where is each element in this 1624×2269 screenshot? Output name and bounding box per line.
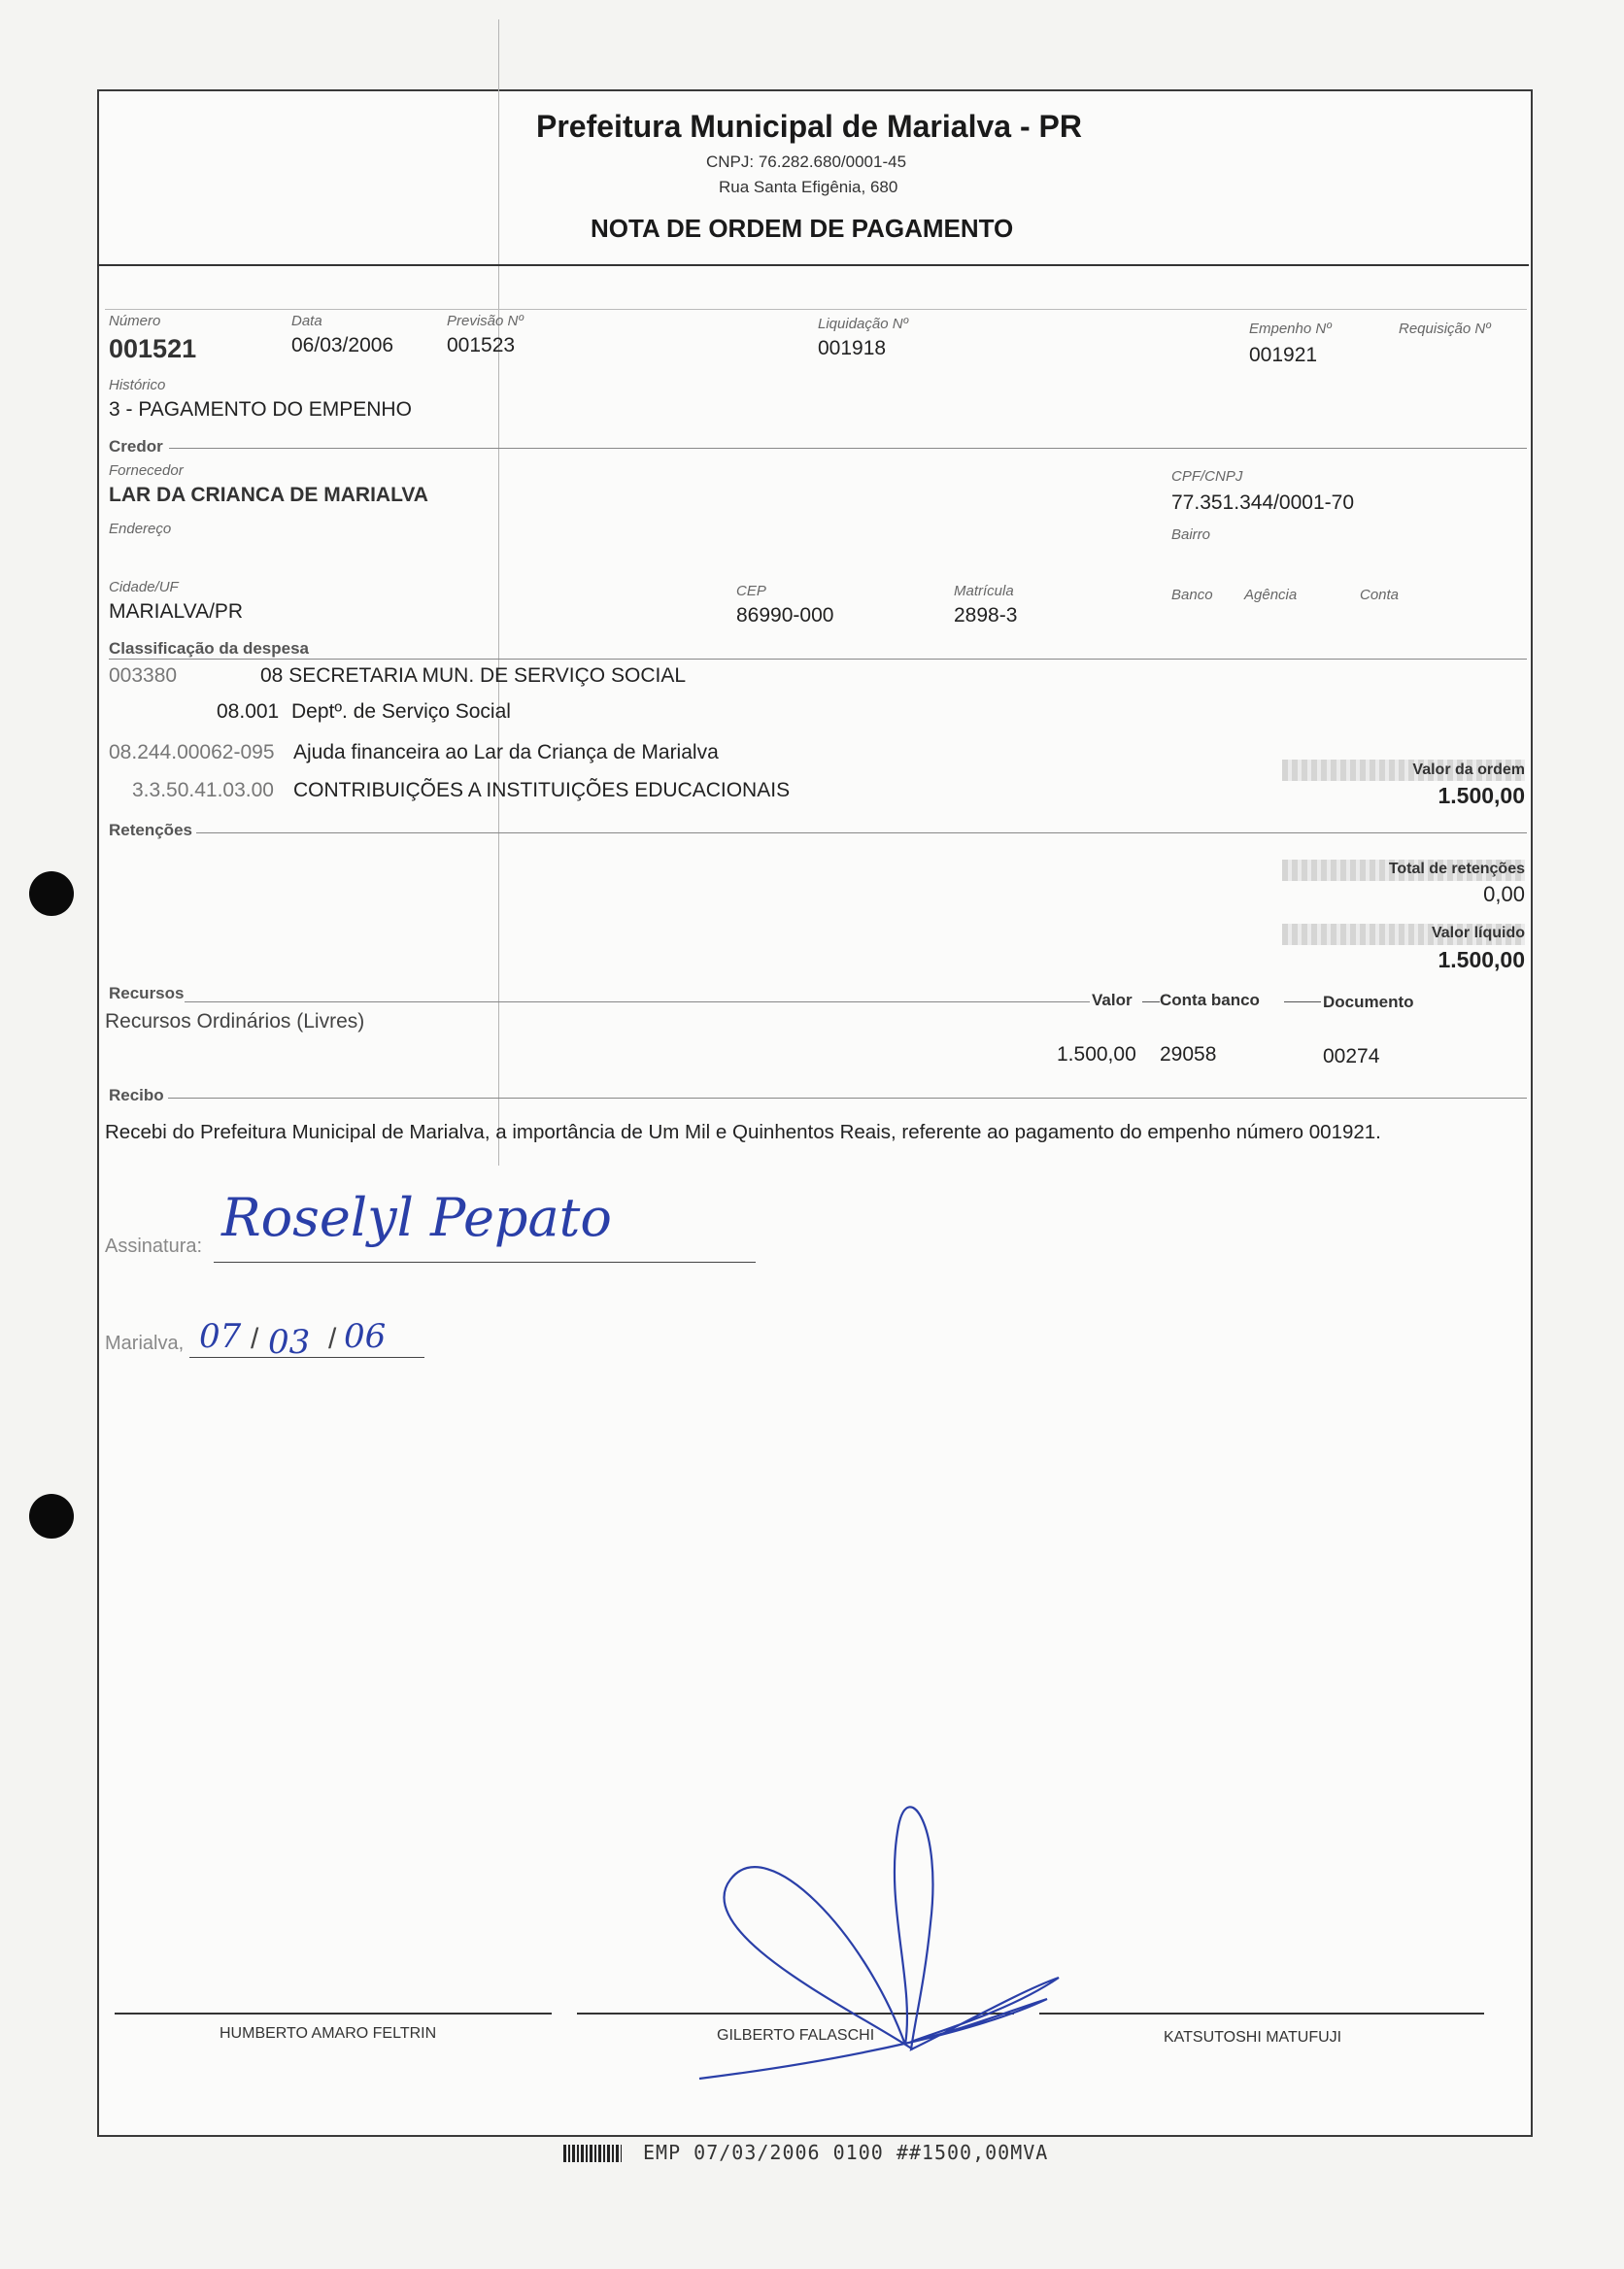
- recursos-col-sep: [1142, 1001, 1160, 1002]
- recursos-col-valor: Valor: [1092, 991, 1133, 1009]
- address-line: Rua Santa Efigênia, 680: [719, 178, 898, 196]
- previsao-value: 001523: [447, 334, 516, 356]
- recursos-col-documento: Documento: [1323, 993, 1414, 1011]
- recursos-fonte: Recursos Ordinários (Livres): [105, 1010, 365, 1033]
- retencoes-line: [109, 832, 1527, 833]
- numero-value: 001521: [109, 334, 197, 363]
- document-title: NOTA DE ORDEM DE PAGAMENTO: [591, 214, 1014, 243]
- liquidacao-label: Liquidação Nº: [818, 316, 909, 332]
- matricula-value: 2898-3: [954, 604, 1018, 627]
- retencoes-heading: Retenções: [109, 821, 196, 840]
- classificacao-text: 08 SECRETARIA MUN. DE SERVIÇO SOCIAL: [260, 664, 687, 687]
- signature-line: [115, 2013, 552, 2015]
- cidade-label: Cidade/UF: [109, 579, 179, 595]
- numero-label: Número: [109, 313, 161, 329]
- classificacao-text: Ajuda financeira ao Lar da Criança de Marialva: [293, 741, 719, 763]
- date-day: 07: [199, 1317, 242, 1356]
- recibo-heading: Recibo: [109, 1086, 168, 1105]
- local-label: Marialva,: [105, 1333, 185, 1354]
- endereco-label: Endereço: [109, 521, 172, 537]
- empenho-label: Empenho Nº: [1249, 321, 1332, 337]
- classificacao-text: Deptº. de Serviço Social: [291, 700, 511, 723]
- fornecedor-value: LAR DA CRIANCA DE MARIALVA: [109, 484, 428, 506]
- liquidacao-value: 001918: [818, 337, 887, 359]
- recursos-col-sep: [1284, 1001, 1321, 1002]
- classificacao-heading: Classificação da despesa: [109, 639, 315, 659]
- scan-fold-line: [498, 19, 499, 1166]
- previsao-label: Previsão Nº: [447, 313, 524, 329]
- signatory-name: KATSUTOSHI MATUFUJI: [1164, 2029, 1342, 2046]
- bairro-label: Bairro: [1171, 526, 1211, 543]
- assinatura-label: Assinatura:: [105, 1236, 203, 1257]
- date-month: 03: [268, 1323, 311, 1362]
- date-line: [189, 1357, 424, 1358]
- recibo-line: [109, 1098, 1527, 1099]
- requisicao-label: Requisição Nº: [1399, 321, 1491, 337]
- cep-label: CEP: [736, 583, 766, 599]
- valor-liquido-value: 1.500,00: [1438, 947, 1525, 972]
- credor-line: [109, 448, 1527, 449]
- cidade-value: MARIALVA/PR: [109, 600, 244, 623]
- signatory-name: HUMBERTO AMARO FELTRIN: [220, 2025, 437, 2042]
- historico-label: Histórico: [109, 377, 166, 393]
- data-label: Data: [291, 313, 322, 329]
- date-slash-icon: /: [328, 1323, 337, 1355]
- agencia-label: Agência: [1244, 587, 1298, 603]
- valor-ordem-label: Valor da ordem: [1412, 762, 1525, 778]
- classificacao-code: 08.001: [217, 700, 280, 723]
- cep-value: 86990-000: [736, 604, 834, 627]
- recipient-signature: Roselyl Pepato: [221, 1187, 612, 1248]
- header-divider: [97, 264, 1529, 266]
- banco-label: Banco: [1171, 587, 1213, 603]
- recursos-line: [185, 1001, 1090, 1002]
- stamp-text: EMP 07/03/2006 0100 ##1500,00MVA: [643, 2141, 1049, 2164]
- recursos-valor: 1.500,00: [1057, 1043, 1136, 1066]
- historico-value: 3 - PAGAMENTO DO EMPENHO: [109, 398, 412, 421]
- valor-ordem-value: 1.500,00: [1438, 783, 1525, 808]
- municipality-title: Prefeitura Municipal de Marialva - PR: [536, 109, 1082, 144]
- classificacao-code: 08.244.00062-095: [109, 741, 275, 763]
- empenho-value: 001921: [1249, 344, 1318, 366]
- handwritten-signature: [660, 1787, 1088, 2098]
- signature-line: [1039, 2013, 1484, 2015]
- recibo-text: Recebi do Prefeitura Municipal de Marialva, a importância de Um Mil e Quinhentos Reais, referente ao pagamento do empenho número 001921.: [105, 1121, 1381, 1143]
- total-retencoes-label: Total de retenções: [1388, 861, 1525, 877]
- recursos-col-conta: Conta banco: [1160, 991, 1260, 1009]
- recursos-conta: 29058: [1160, 1043, 1217, 1066]
- data-value: 06/03/2006: [291, 334, 394, 356]
- date-year: 06: [344, 1317, 387, 1356]
- cpf-value: 77.351.344/0001-70: [1171, 491, 1355, 514]
- valor-liquido-label: Valor líquido: [1431, 925, 1525, 941]
- punch-hole: [29, 1494, 74, 1539]
- cnpj-line: CNPJ: 76.282.680/0001-45: [706, 152, 907, 171]
- fornecedor-label: Fornecedor: [109, 462, 184, 479]
- matricula-label: Matrícula: [954, 583, 1014, 599]
- fields-top-line: [105, 309, 1527, 310]
- classificacao-code: 3.3.50.41.03.00: [132, 779, 274, 801]
- classificacao-code: 003380: [109, 664, 178, 687]
- cpf-label: CPF/CNPJ: [1171, 468, 1243, 485]
- classificacao-text: CONTRIBUIÇÕES A INSTITUIÇÕES EDUCACIONAIS: [293, 779, 791, 801]
- punch-hole: [29, 871, 74, 916]
- signatory-name: GILBERTO FALASCHI: [717, 2027, 875, 2044]
- conta-label: Conta: [1360, 587, 1400, 603]
- total-retencoes-value: 0,00: [1483, 882, 1525, 906]
- credor-heading: Credor: [109, 437, 169, 457]
- barcode-icon: [563, 2145, 622, 2162]
- classificacao-line: [109, 659, 1527, 660]
- recursos-heading: Recursos: [109, 984, 185, 1002]
- date-slash-icon: /: [251, 1323, 259, 1355]
- recursos-documento: 00274: [1323, 1045, 1380, 1067]
- assinatura-line: [214, 1262, 756, 1263]
